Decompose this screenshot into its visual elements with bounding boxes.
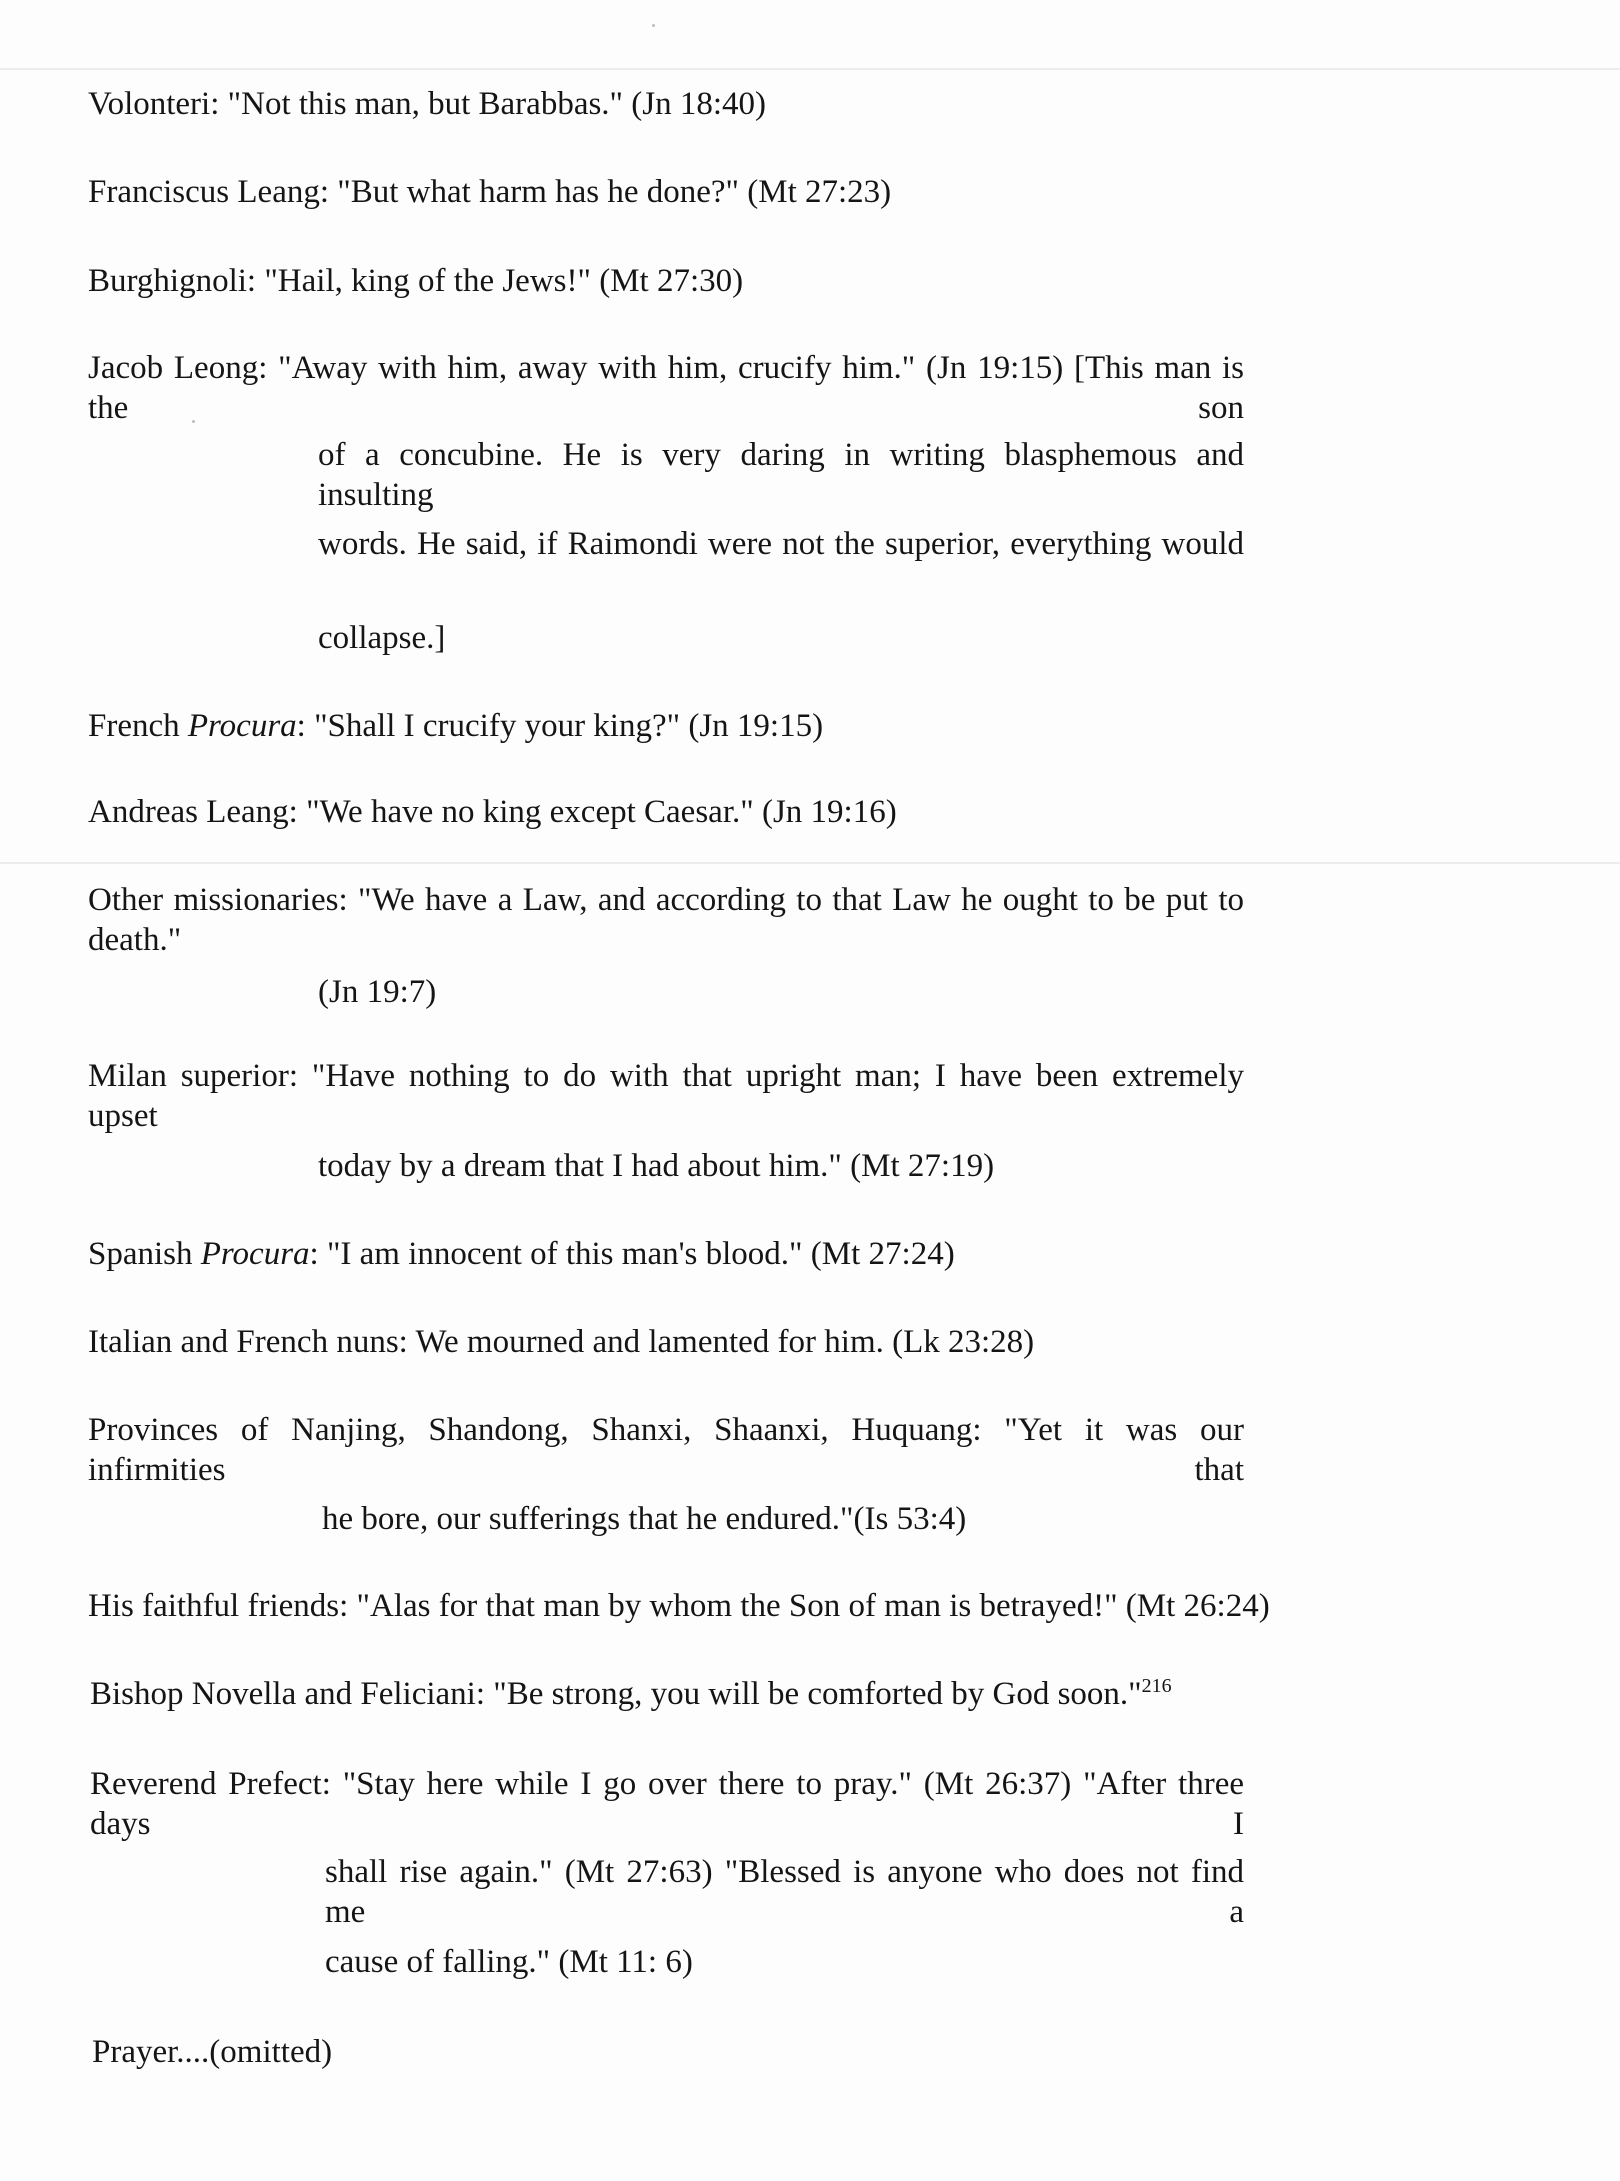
line-text: "Alas for that man by whom the Son of man is betrayed!" (Mt 26:24) [348, 1588, 1270, 1624]
line-text: shall rise again." (Mt 27:63) "Blessed is anyone who does not find me a [325, 1854, 1244, 1930]
page-fold-line [0, 68, 1620, 70]
scan-speck [652, 24, 655, 27]
line-text: "Shall I crucify your king?" (Jn 19:15) [305, 708, 824, 744]
document-line-continuation [318, 972, 436, 1012]
document-line-continuation [325, 1852, 1244, 1932]
speaker-name-italic: Procura [187, 708, 297, 744]
line-text: "Yet it was our infirmities that [88, 1412, 1244, 1488]
footnote-marker[interactable]: 216 [1141, 1675, 1172, 1697]
line-text: today by a dream that I had about him." (Mt 27:19) [318, 1148, 995, 1184]
line-text: "Have nothing to do with that upright man; I have been extremely upset [88, 1058, 1244, 1134]
line-text: "I am innocent of this man's blood." (Mt 27:24) [318, 1236, 955, 1272]
speaker-name-colon: : [296, 708, 306, 744]
document-line [88, 1234, 955, 1274]
speaker-name: Volonteri: [88, 86, 220, 122]
document-line [88, 792, 897, 832]
speaker-name-colon: : [309, 1236, 319, 1272]
document-line [88, 348, 1244, 428]
document-line [88, 261, 743, 301]
document-line [88, 1586, 1270, 1626]
document-line-continuation [325, 1942, 693, 1982]
line-text: "Hail, king of the Jews!" (Mt 27:30) [256, 263, 744, 299]
speaker-name: Milan superior: [88, 1058, 298, 1094]
document-line [88, 706, 823, 746]
speaker-name: Burghignoli: [88, 263, 257, 299]
document-line [88, 1410, 1244, 1490]
document-line-continuation [318, 435, 1244, 515]
line-text: "We have a Law, and according to that Law he ought to be put to death." [88, 882, 1245, 958]
line-text: "Stay here while I go over there to pray." (Mt 26:37) "After three days I [90, 1766, 1244, 1842]
document-line [92, 2032, 332, 2072]
line-text: "We have no king except Caesar." (Jn 19:16) [297, 794, 897, 830]
document-line [88, 1322, 1034, 1362]
document-line-continuation [318, 618, 445, 658]
document-line-continuation [318, 1146, 994, 1186]
line-text: he bore, our sufferings that he endured."(Is 53:4) [322, 1501, 967, 1537]
document-line [90, 1674, 1172, 1714]
speaker-name: Andreas Leang: [88, 794, 298, 830]
page-fold-line [0, 862, 1620, 864]
line-text: collapse.] [318, 620, 446, 656]
line-text: "But what harm has he done?" (Mt 27:23) [329, 174, 892, 210]
line-text: Prayer....(omitted) [92, 2034, 333, 2070]
line-text: words. He said, if Raimondi were not the superior, everything would [318, 526, 1244, 562]
speaker-name: His faithful friends: [88, 1588, 349, 1624]
speaker-name: Franciscus Leang: [88, 174, 330, 210]
line-text: We mourned and lamented for him. (Lk 23:28) [407, 1324, 1035, 1360]
speaker-name: French [88, 708, 188, 744]
line-text: of a concubine. He is very daring in writing blasphemous and insulting [318, 437, 1244, 513]
line-text: "Not this man, but Barabbas." (Jn 18:40) [219, 86, 767, 122]
document-line [88, 84, 766, 124]
speaker-name: Italian and French nuns: [88, 1324, 408, 1360]
document-line-continuation [318, 524, 1244, 564]
document-line [88, 1056, 1244, 1136]
speaker-name: Spanish [88, 1236, 201, 1272]
line-text: "Be strong, you will be comforted by God soon." [485, 1676, 1142, 1712]
line-text: (Jn 19:7) [318, 974, 437, 1010]
document-line [88, 172, 891, 212]
speaker-name: Other missionaries: [88, 882, 348, 918]
speaker-name: Bishop Novella and Feliciani: [90, 1676, 486, 1712]
document-line [88, 880, 1244, 960]
speaker-name-italic: Procura [200, 1236, 310, 1272]
speaker-name: Reverend Prefect: [90, 1766, 331, 1802]
document-line [90, 1764, 1244, 1844]
line-text: cause of falling." (Mt 11: 6) [325, 1944, 693, 1980]
speaker-name: Provinces of Nanjing, Shandong, Shanxi, Shaanxi, Huquang: [88, 1412, 982, 1448]
document-line-continuation [322, 1499, 966, 1539]
line-text: "Away with him, away with him, crucify him." (Jn 19:15) [This man is the son [88, 350, 1245, 426]
speaker-name: Jacob Leong: [88, 350, 268, 386]
